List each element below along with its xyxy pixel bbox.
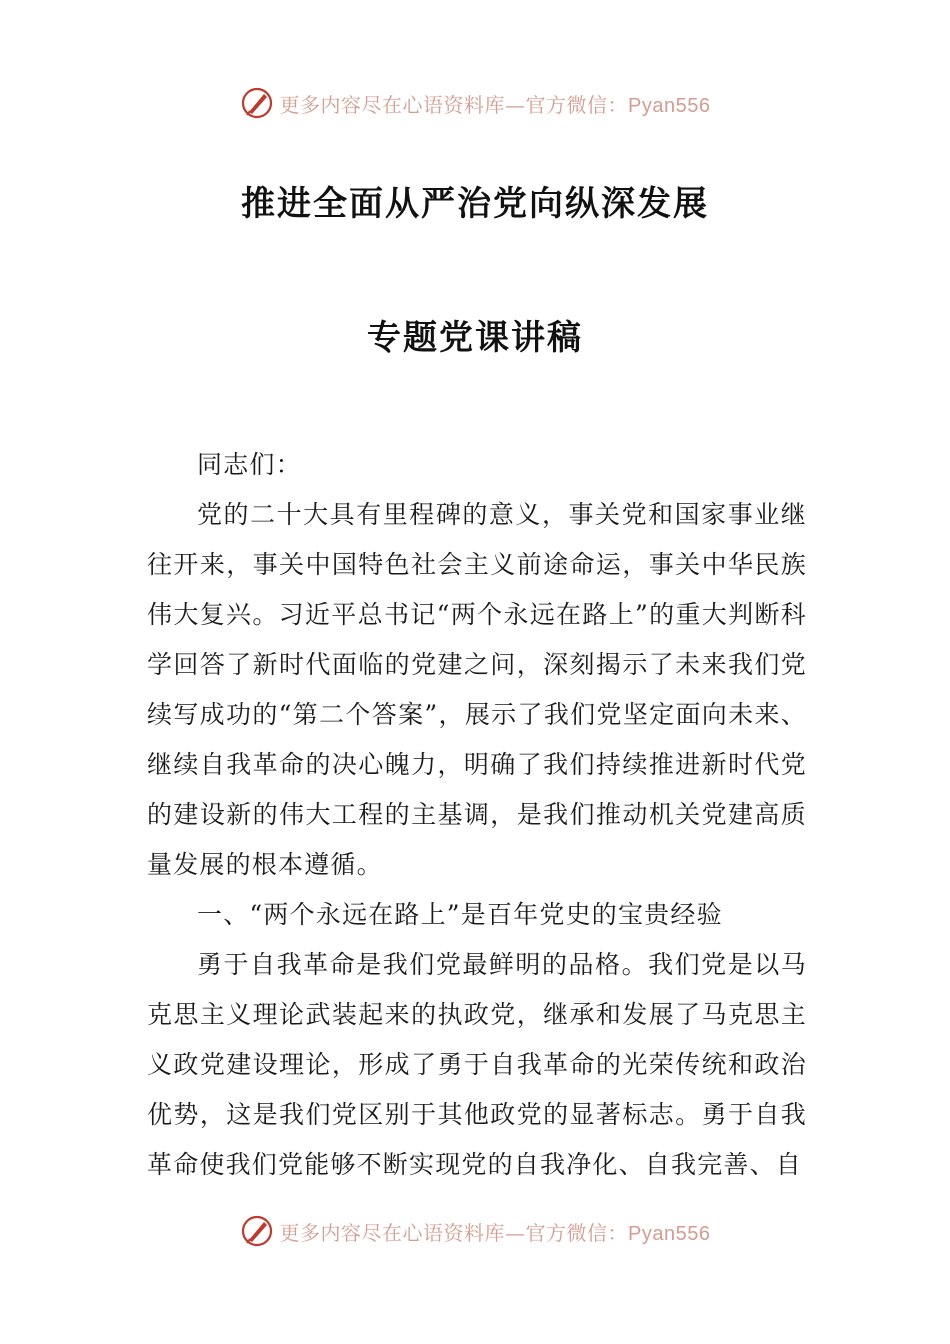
document-subtitle: 专题党课讲稿 [367, 318, 583, 358]
salutation: 同志们： [197, 450, 302, 479]
section-heading: 一、“两个永远在路上”是百年党史的宝贵经验 [197, 900, 723, 929]
footer-watermark [0, 1208, 950, 1254]
body-paragraph: 勇于自我革命是我们党最鲜明的品格。我们党是以马克思主义理论武装起来的执政党，继承和发展了马克思主义政党建设理论，形成了勇于自我革命的光荣传统和政治优势，这是我们党区别于其他政党的显著标志。勇于自我革命使我们党能够不断实现党的自我净化、自我完善、自 [147, 950, 807, 1179]
quill-pen-circle-icon [240, 1214, 274, 1248]
watermark-text: 更多内容尽在心语资料库—官方微信：Pyan556 [279, 92, 711, 117]
document-title: 推进全面从严治党向纵深发展 [241, 184, 709, 224]
header-watermark [0, 80, 950, 126]
quill-pen-circle-icon [240, 86, 274, 120]
body-paragraph: 党的二十大具有里程碑的意义，事关党和国家事业继往开来，事关中国特色社会主义前途命运，事关中华民族伟大复兴。习近平总书记“两个永远在路上”的重大判断科学回答了新时代面临的党建之问，深刻揭示了未来我们党续写成功的“第二个答案”，展示了我们党坚定面向未来、继续自我革命的决心魄力，明确了我们持续推进新时代党的建设新的伟大工程的主基调，是我们推动机关党建高质量发展的根本遵循。 [147, 500, 807, 879]
document-body [147, 440, 807, 1190]
watermark-text: 更多内容尽在心语资料库—官方微信：Pyan556 [279, 1220, 711, 1245]
